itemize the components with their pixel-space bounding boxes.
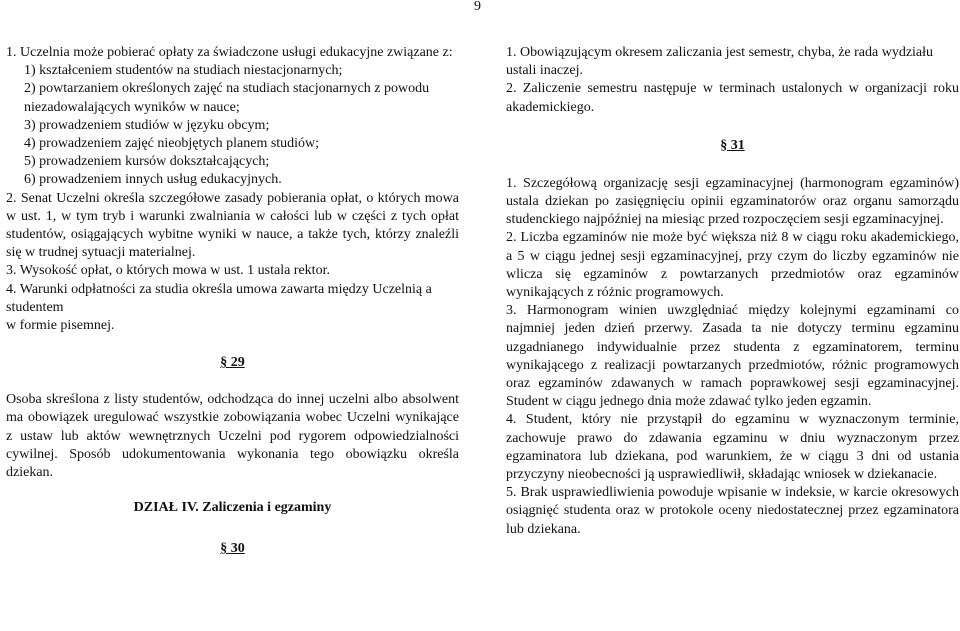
list-item: 5) prowadzeniem kursów dokształcających;: [24, 154, 270, 170]
paragraph-fee-amount: 3. Wysokość opłat, o których mowa w ust. 1 ustala rektor.: [6, 263, 330, 279]
section-heading: § 31: [720, 137, 745, 153]
fees-list: [6, 62, 459, 189]
section-31-heading-wrap: [506, 117, 959, 175]
paragraph-payment-agreement: 4. Warunki odpłatności za studia określa umowa zawarta między Uczelnią a studentem: [6, 281, 432, 315]
paragraph-obligations: Osoba skreślona z listy studentów, odchodząca do innej uczelni albo absolwent ma obowiązek uregulować wszystkie zobowiązania wobec Uczelni wynikające z ustaw lub aktów wewnętrznych Uczelni pod rygorem odpowiedzialności cywilnej. Sposób udokumentowania wykonania tego obowiązku określa dziekan.: [6, 392, 459, 481]
list-item: 3) prowadzeniem studiów w języku obcym;: [24, 117, 270, 133]
paragraph-exam-count: 2. Liczba egzaminów nie może być większa niż 8 w ciągu roku akademickiego, a 5 w ciągu jednej sesji egzaminacyjnej, przy czym do liczby egzaminów nie wlicza się egzaminów z powtarzanych przedmiotów oraz egzaminów wynikających z różnic programowych.: [506, 230, 959, 301]
section-heading: § 30: [220, 541, 245, 557]
paragraph-exam-session: 1. Szczegółową organizację sesji egzaminacyjnej (harmonogram egzaminów) ustala dziekan po zasięgnięciu opinii egzaminatorów oraz organu samorządu studenckiego najpóźniej na miesiąc przed rozpoczęciem sesji egzaminacyjnej.: [506, 175, 959, 228]
section-30-heading-wrap: [6, 534, 459, 564]
paragraph-fees-intro: 1. Uczelnia może pobierać opłaty za świadczone usługi edukacyjne związane z:: [6, 45, 453, 60]
paragraph-semester-credit: 2. Zaliczenie semestru następuje w terminach ustalonych w organizacji roku akademickiego.: [506, 81, 959, 115]
list-item: 2) powtarzaniem określonych zajęć na studiach stacjonarnych z powodu niezadowalających wyników w nauce;: [24, 81, 430, 115]
list-item: 6) prowadzeniem innych usług edukacyjnych.: [24, 172, 282, 188]
paragraph-unexcused-absence: 5. Brak usprawiedliwienia powoduje wpisanie w indeksie, w karcie okresowych osiągnięć studenta oraz w protokole oceny niedostatecznej przez egzaminatora lub dziekana.: [506, 485, 959, 537]
section-heading: § 29: [220, 355, 245, 371]
paragraph-exam-schedule: 3. Harmonogram winien uwzględniać między kolejnymi egzaminami co najmniej jeden dzień przerwy. Zasada ta nie dotyczy terminu egzaminu uzgadnianego indywidualnie przez studenta z egzaminatorem, terminu wynikającego z realizacji powtarzanych przedmiotów, różnic programowych oraz egzaminów zdawanych w ramach poprawkowej sesji egzaminacyjnej. Student w ciągu jednego dnia może zdawać tylko jeden egzamin.: [506, 303, 959, 410]
division-heading: DZIAŁ IV. Zaliczenia i egzaminy: [133, 500, 332, 516]
paragraph-payment-form: w formie pisemnej.: [6, 318, 115, 334]
paragraph-exam-absence: 4. Student, który nie przystąpił do egzaminu w wyznaczonym terminie, zachowuje prawo do zdawania egzaminu w dniu wyznaczonym przez egzaminatora lub dziekana, pod warunkiem, że w ciągu 3 dni od ustania przyczyny nieobecności ją usprawiedliwił, składając wniosek w dziekanacie.: [506, 412, 959, 483]
list-item: 1) kształceniem studentów na studiach niestacjonarnych;: [24, 63, 343, 79]
section-29-heading-wrap: [6, 335, 459, 391]
paragraph-credit-period: 1. Obowiązującym okresem zaliczania jest semestr, chyba, że rada wydziału ustali inaczej.: [506, 45, 934, 79]
division-heading-wrap: [6, 482, 459, 534]
right-column: [506, 44, 959, 539]
paragraph-senate-rules: 2. Senat Uczelni określa szczegółowe zasady pobierania opłat, o których mowa w ust. 1, w tym tryb i warunki zwalniania w całości lub w części z tych opłat studentów, osiągających wybitne wyniki w nauce, a także tych, którzy znaleźli się w trudnej sytuacji materialnej.: [6, 190, 459, 261]
list-item: 4) prowadzeniem zajęć nieobjętych planem studiów;: [24, 136, 320, 152]
left-column: [6, 44, 459, 564]
page-number: 9: [474, 0, 481, 14]
